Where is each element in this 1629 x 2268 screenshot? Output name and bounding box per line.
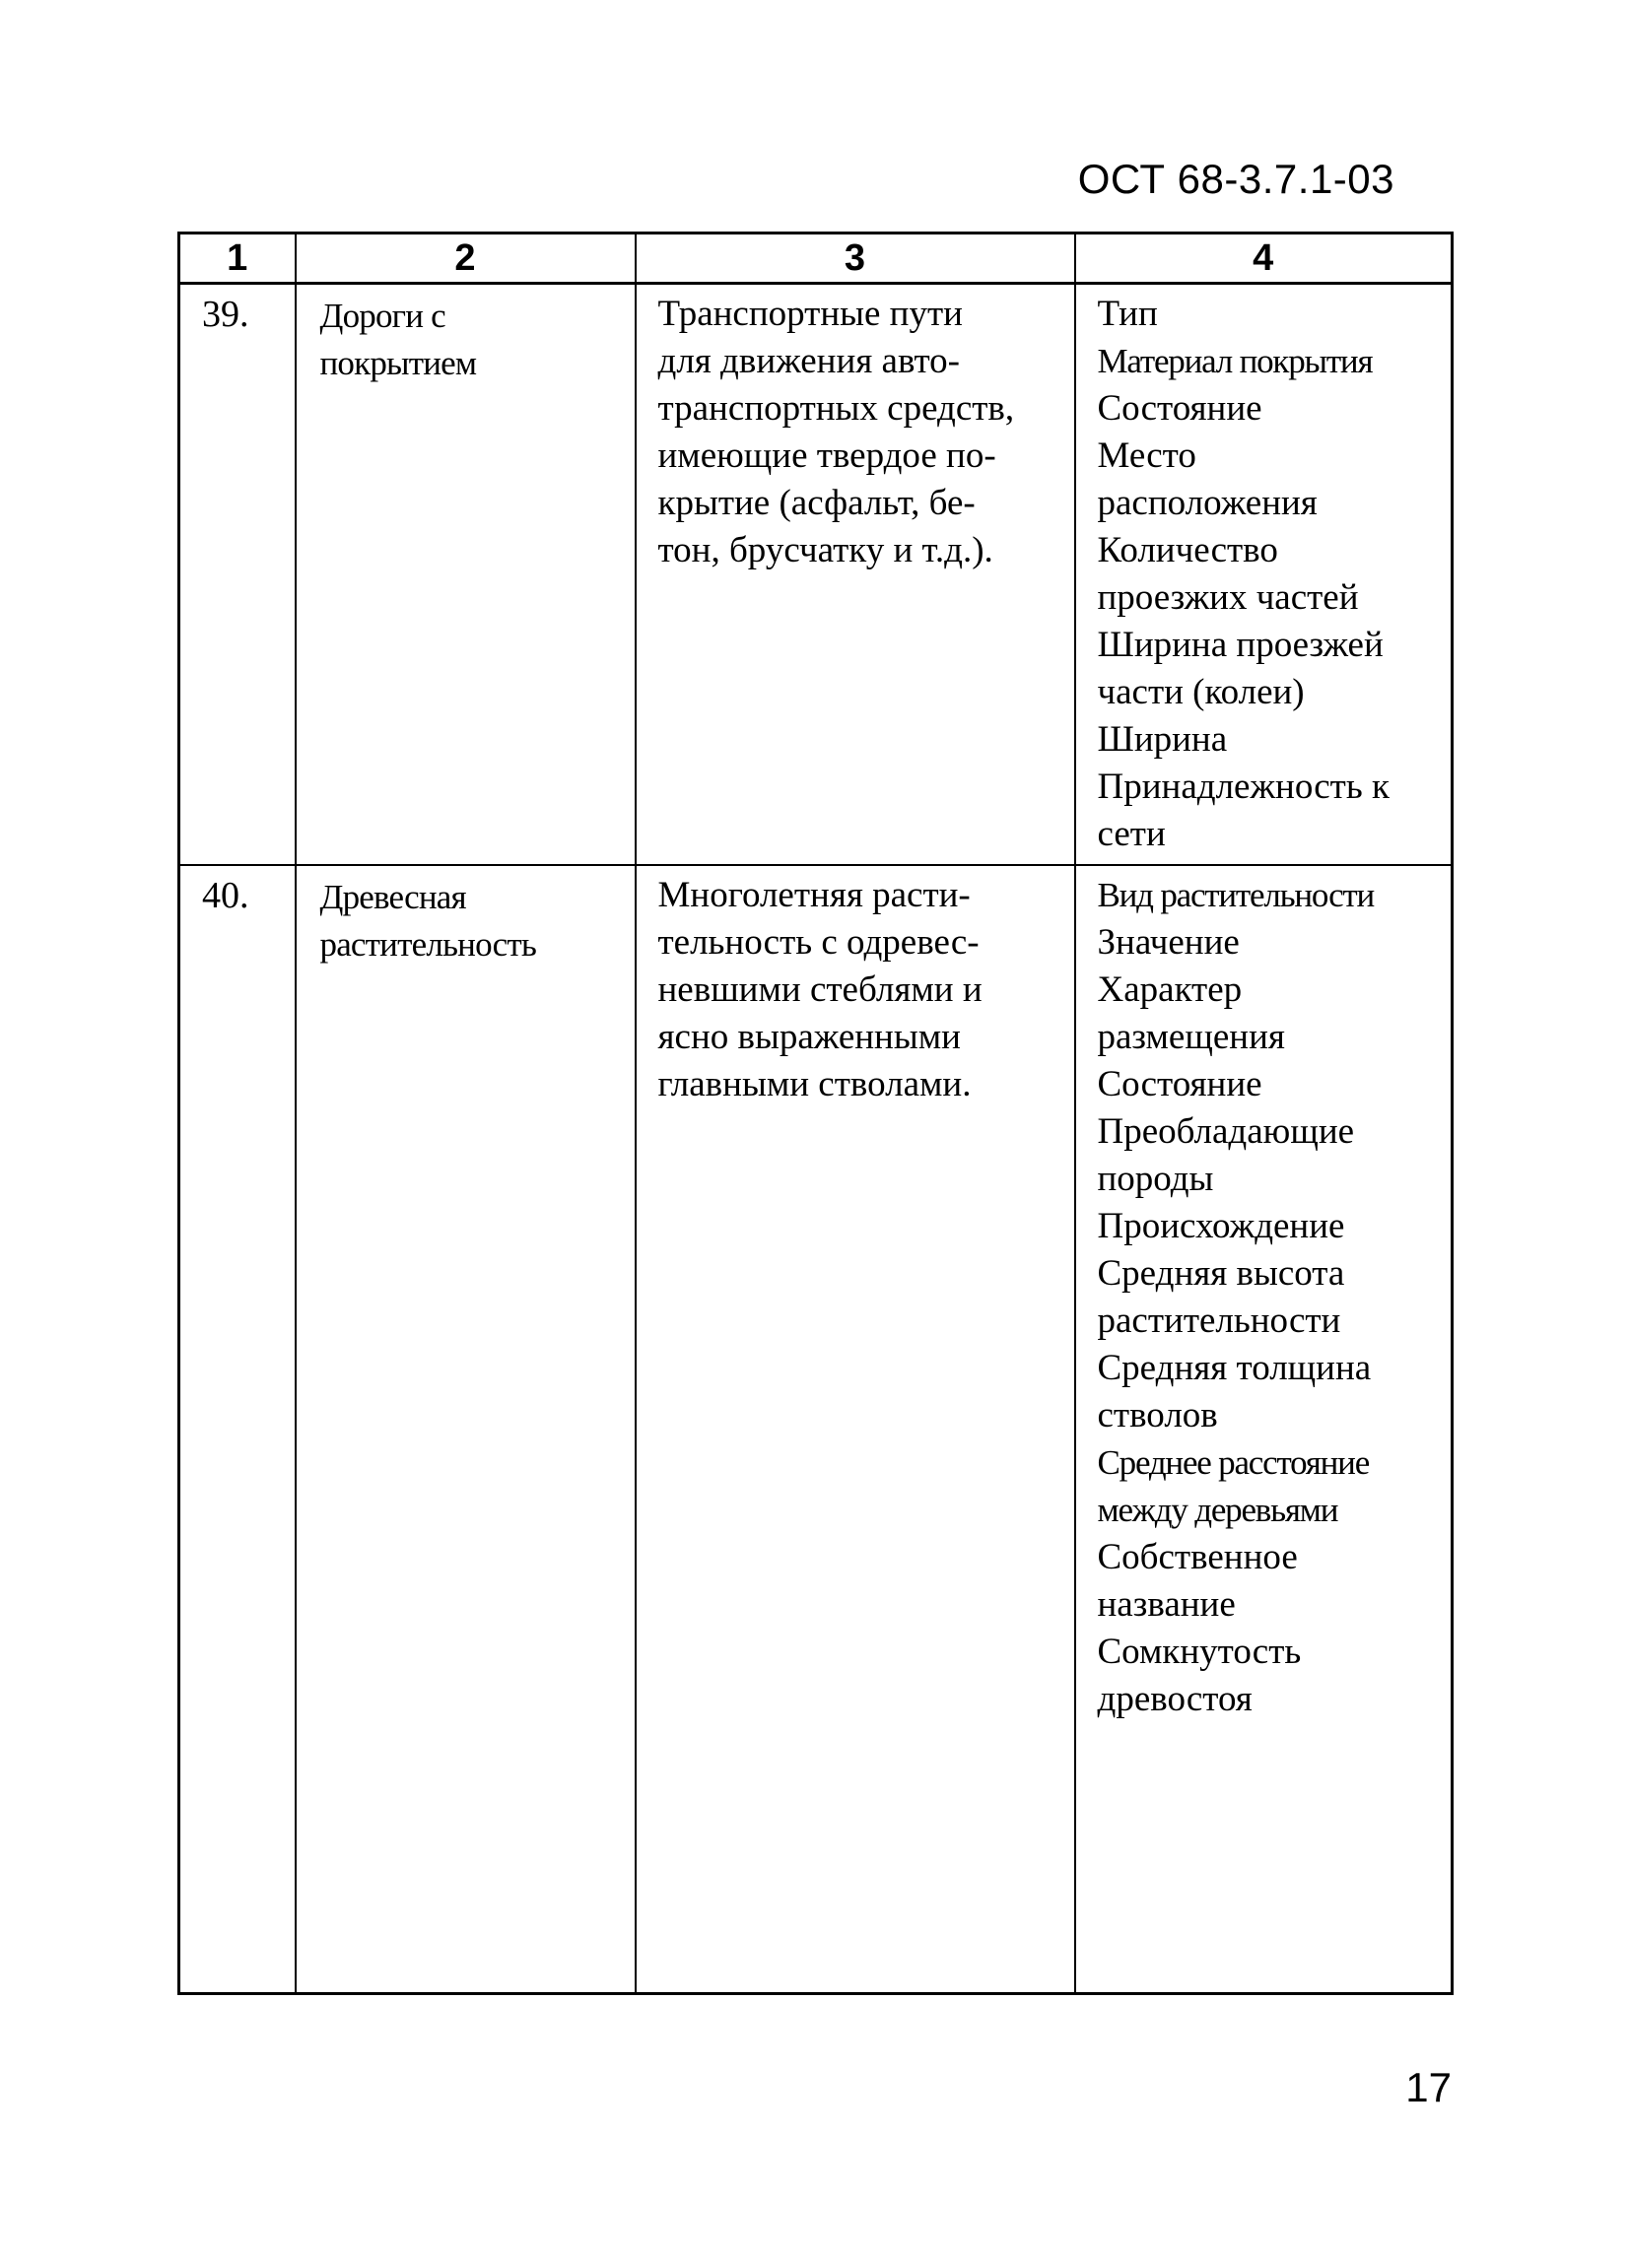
attribute-item: Количество	[1097, 530, 1278, 570]
table-row	[179, 284, 1453, 866]
attribute-item: Ширина проезжей	[1097, 625, 1384, 665]
description-line: имеющие твердое по-	[657, 435, 996, 476]
column-header-1: 1	[179, 233, 296, 284]
column-header-2: 2	[296, 233, 636, 284]
attribute-item: Характер	[1097, 969, 1243, 1010]
description-line: Транспортные пути	[657, 294, 963, 334]
attribute-item: Среднее расстояние	[1097, 1443, 1370, 1482]
feature-attributes	[1075, 284, 1453, 866]
attribute-item: Средняя высота	[1097, 1253, 1345, 1294]
attribute-item: Состояние	[1097, 388, 1262, 429]
attribute-item: расположения	[1097, 483, 1318, 523]
feature-name-line: Дороги с	[319, 297, 445, 335]
attribute-item: Происхождение	[1097, 1206, 1345, 1246]
table-header-row	[179, 233, 1453, 284]
row-number: 40.	[179, 865, 296, 1994]
attribute-item: Тип	[1097, 294, 1158, 334]
attribute-item: Значение	[1097, 922, 1240, 963]
description-line: Многолетняя расти-	[657, 875, 971, 915]
attribute-item: Состояние	[1097, 1064, 1262, 1104]
feature-name	[296, 865, 636, 1994]
table-row	[179, 865, 1453, 1994]
row-number: 39.	[179, 284, 296, 866]
attributes-table	[177, 232, 1454, 1995]
attribute-item: породы	[1097, 1159, 1214, 1199]
attribute-item: части (колеи)	[1097, 672, 1305, 712]
feature-name-line: растительность	[319, 925, 537, 964]
attribute-item: Принадлежность к	[1097, 767, 1390, 807]
description-line: ясно выраженными	[657, 1017, 961, 1057]
description-line: крытие (асфальт, бе-	[657, 483, 976, 523]
attribute-item: Место	[1097, 435, 1196, 476]
attribute-item: сети	[1097, 814, 1166, 854]
attribute-item: Материал покрытия	[1097, 342, 1373, 380]
attribute-item: растительности	[1097, 1301, 1341, 1341]
description-line: для движения авто-	[657, 341, 960, 381]
attribute-item: Средняя толщина	[1097, 1348, 1372, 1388]
attribute-item: древостоя	[1097, 1679, 1253, 1719]
attribute-item: размещения	[1097, 1017, 1285, 1057]
attribute-item: название	[1097, 1584, 1236, 1625]
attribute-item: Ширина	[1097, 719, 1228, 760]
attribute-item: Сомкнутость	[1097, 1632, 1302, 1672]
description-line: главными стволами.	[657, 1064, 972, 1104]
feature-description	[636, 865, 1075, 1994]
description-line: тон, брусчатку и т.д.).	[657, 530, 993, 570]
description-line: тельность с одревес-	[657, 922, 980, 963]
feature-name	[296, 284, 636, 866]
table-header	[179, 233, 1453, 284]
page-number: 17	[1405, 2064, 1452, 2110]
attribute-item: между деревьями	[1097, 1491, 1338, 1529]
attribute-item: проезжих частей	[1097, 577, 1359, 618]
feature-description	[636, 284, 1075, 866]
attribute-item: Преобладающие	[1097, 1111, 1355, 1152]
description-line: невшими стеблями и	[657, 969, 983, 1010]
attribute-item: Собственное	[1097, 1537, 1298, 1577]
document-code: ОСТ 68-3.7.1-03	[1077, 156, 1394, 202]
column-header-4: 4	[1075, 233, 1453, 284]
feature-attributes	[1075, 865, 1453, 1994]
description-line: транспортных средств,	[657, 388, 1015, 429]
feature-name-line: Древесная	[319, 878, 466, 916]
feature-name-line: покрытием	[319, 344, 477, 382]
column-header-3: 3	[636, 233, 1075, 284]
attribute-item: Вид растительности	[1097, 876, 1375, 914]
attribute-item: стволов	[1097, 1395, 1218, 1435]
